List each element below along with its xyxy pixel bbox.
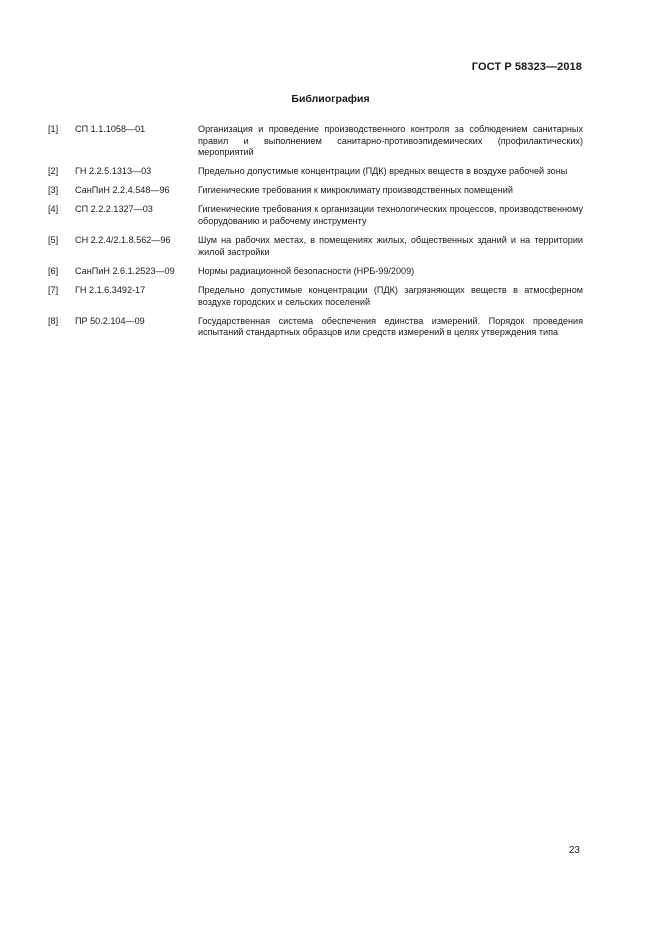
entry-code: СанПиН 2.2.4.548—96 bbox=[75, 185, 170, 196]
entry-code: СанПиН 2.6.1.2523—09 bbox=[75, 265, 175, 276]
entry-number: [1] bbox=[48, 124, 59, 134]
entry-title: Нормы радиационной безопасности (НРБ-99/2009) bbox=[198, 265, 415, 276]
entry-number: [8] bbox=[48, 315, 59, 326]
entry-title: Шум на рабочих местах, в помещениях жилых, общественных зданий и на территории жилой застройки bbox=[198, 235, 583, 257]
entry-number: [7] bbox=[48, 284, 59, 295]
entry-code: ПР 50.2.104—09 bbox=[75, 315, 145, 326]
entry-number: [2] bbox=[48, 166, 59, 177]
entry-code: СП 2.2.2.1327—03 bbox=[75, 204, 153, 215]
bibliography-entry bbox=[48, 124, 583, 159]
bibliography-entry bbox=[48, 266, 583, 278]
entry-number: [6] bbox=[48, 265, 59, 276]
standard-code: ГОСТ Р 58323—2018 bbox=[471, 61, 582, 73]
entry-code: СН 2.2.4/2.1.8.562—96 bbox=[75, 235, 171, 246]
bibliography-entry bbox=[48, 185, 583, 197]
entry-code: СП 1.1.1058—01 bbox=[75, 124, 146, 134]
entry-code: ГН 2.1.6.3492-17 bbox=[75, 284, 146, 295]
entry-title: Организация и проведение производственного контроля за соблюдением санитарных правил и выполнением санитарно-противоэпидемических (профилактических) мероприятий bbox=[198, 124, 583, 158]
entry-number: [4] bbox=[48, 204, 59, 215]
bibliography-list bbox=[48, 124, 583, 346]
entry-number: [5] bbox=[48, 235, 59, 246]
bibliography-entry bbox=[48, 166, 583, 178]
bibliography-entry bbox=[48, 204, 583, 227]
bibliography-entry bbox=[48, 285, 583, 308]
entry-title: Предельно допустимые концентрации (ПДК) вредных веществ в воздухе рабочей зоны bbox=[198, 166, 568, 177]
entry-title: Государственная система обеспечения единства измерений. Порядок проведения испытаний стандартных образцов или средств измерений в целях утверждения типа bbox=[198, 315, 583, 338]
entry-number: [3] bbox=[48, 185, 59, 196]
entry-code: ГН 2.2.5.1313—03 bbox=[75, 166, 152, 177]
entry-title: Гигиенические требования к микроклимату производственных помещений bbox=[198, 185, 513, 196]
section-title: Библиография bbox=[291, 93, 370, 105]
bibliography-entry bbox=[48, 235, 583, 258]
entry-title: Гигиенические требования к организации технологических процессов, производственному оборудованию и рабочему инструменту bbox=[198, 204, 583, 227]
bibliography-entry bbox=[48, 316, 583, 339]
page-number: 23 bbox=[568, 845, 580, 856]
entry-title: Предельно допустимые концентрации (ПДК) загрязняющих веществ в атмосферном воздухе городских и сельских поселений bbox=[198, 284, 583, 307]
